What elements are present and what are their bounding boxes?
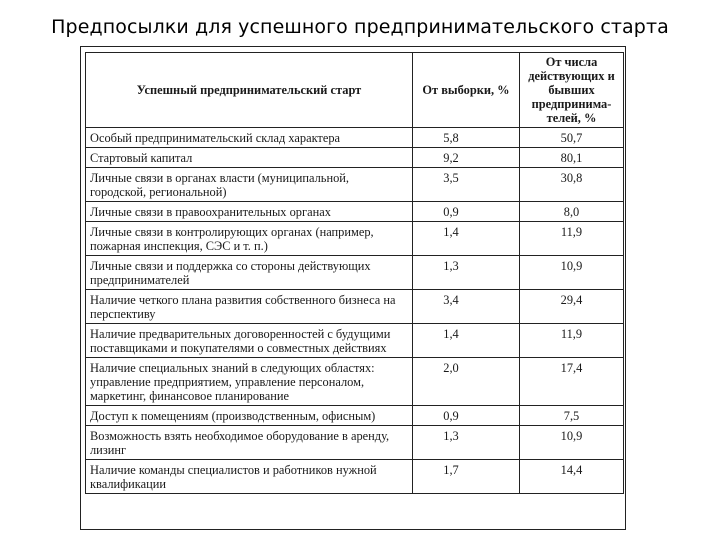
sample-percent-cell: 1,3 [413, 426, 520, 460]
entrepreneurs-percent-cell: 7,5 [520, 406, 624, 426]
column-header-sample: От выборки, % [413, 53, 520, 128]
sample-percent-cell: 1,4 [413, 222, 520, 256]
table-row [86, 324, 624, 358]
table-header-row [86, 53, 624, 128]
table-row [86, 290, 624, 324]
factor-cell: Наличие специальных знаний в следующих областях: управление предприятием, управление персоналом, маркетинг, финансовое планирование [86, 358, 413, 406]
entrepreneurs-percent-cell: 80,1 [520, 148, 624, 168]
sample-percent-cell: 5,8 [413, 128, 520, 148]
factor-cell: Особый предпринимательский склад характера [86, 128, 413, 148]
sample-percent-cell: 2,0 [413, 358, 520, 406]
entrepreneurs-percent-cell: 17,4 [520, 358, 624, 406]
entrepreneurs-percent-cell: 14,4 [520, 460, 624, 494]
table-row [86, 256, 624, 290]
factor-cell: Личные связи в контролирующих органах (например, пожарная инспекция, СЭС и т. п.) [86, 222, 413, 256]
data-table [85, 52, 624, 494]
entrepreneurs-percent-cell: 8,0 [520, 202, 624, 222]
entrepreneurs-percent-cell: 30,8 [520, 168, 624, 202]
table-row [86, 406, 624, 426]
sample-percent-cell: 3,4 [413, 290, 520, 324]
sample-percent-cell: 9,2 [413, 148, 520, 168]
sample-percent-cell: 1,7 [413, 460, 520, 494]
entrepreneurs-percent-cell: 29,4 [520, 290, 624, 324]
table-row [86, 202, 624, 222]
factor-cell: Возможность взять необходимое оборудование в аренду, лизинг [86, 426, 413, 460]
factor-cell: Стартовый капитал [86, 148, 413, 168]
entrepreneurs-percent-cell: 11,9 [520, 222, 624, 256]
factor-cell: Наличие команды специалистов и работников нужной квалификации [86, 460, 413, 494]
sample-percent-cell: 3,5 [413, 168, 520, 202]
slide-title: Предпосылки для успешного предпринимательского старта [51, 16, 669, 38]
table-row [86, 460, 624, 494]
table-row [86, 168, 624, 202]
table-row [86, 148, 624, 168]
factor-cell: Личные связи и поддержка со стороны действующих предпринимателей [86, 256, 413, 290]
table-row [86, 426, 624, 460]
column-header-entrepreneurs: От числа действующих и бывших предпринима-телей, % [520, 53, 624, 128]
table-row [86, 358, 624, 406]
entrepreneurs-percent-cell: 10,9 [520, 426, 624, 460]
factor-cell: Личные связи в правоохранительных органах [86, 202, 413, 222]
table-row [86, 128, 624, 148]
column-header-factor: Успешный предпринимательский старт [86, 53, 413, 128]
table-row [86, 222, 624, 256]
entrepreneurs-percent-cell: 10,9 [520, 256, 624, 290]
sample-percent-cell: 1,3 [413, 256, 520, 290]
table-body [86, 128, 624, 494]
sample-percent-cell: 0,9 [413, 406, 520, 426]
entrepreneurs-percent-cell: 50,7 [520, 128, 624, 148]
factor-cell: Наличие четкого плана развития собственного бизнеса на перспективу [86, 290, 413, 324]
table-frame [80, 46, 626, 530]
entrepreneurs-percent-cell: 11,9 [520, 324, 624, 358]
factor-cell: Наличие предварительных договоренностей с будущими поставщиками и покупателями о совместных действиях [86, 324, 413, 358]
sample-percent-cell: 0,9 [413, 202, 520, 222]
factor-cell: Личные связи в органах власти (муниципальной, городской, региональной) [86, 168, 413, 202]
factor-cell: Доступ к помещениям (производственным, офисным) [86, 406, 413, 426]
sample-percent-cell: 1,4 [413, 324, 520, 358]
